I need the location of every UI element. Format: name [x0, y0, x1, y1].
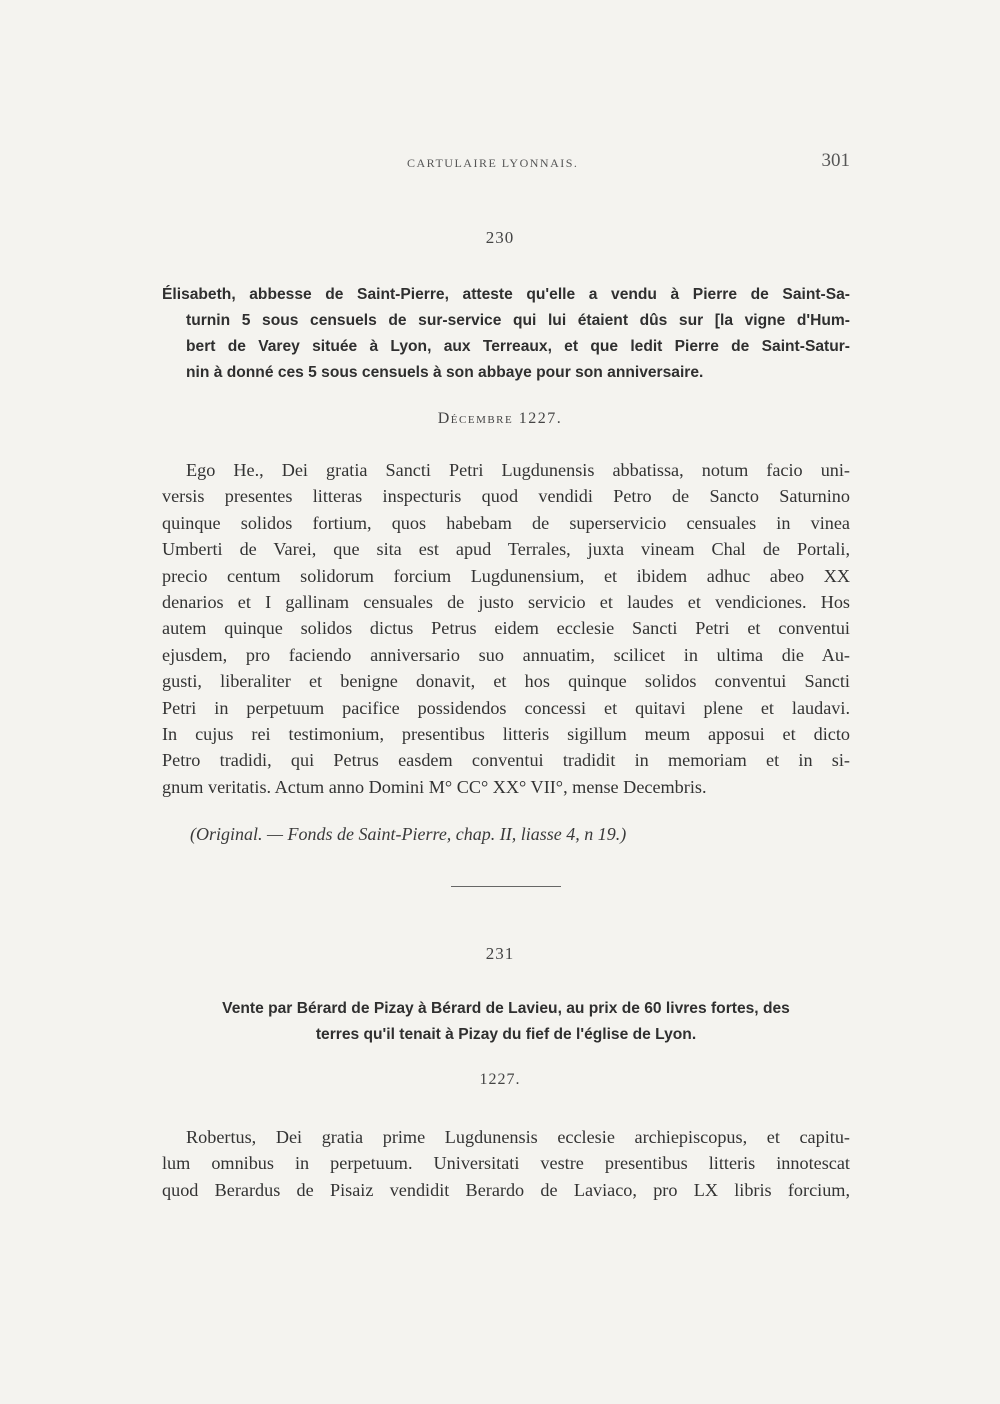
page-number: 301	[821, 150, 850, 171]
document-230-source-note: (Original. — Fonds de Saint-Pierre, chap. II, liasse 4, n 19.)	[190, 824, 627, 844]
document-231-date: 1227.	[479, 1071, 521, 1088]
text-line: gnum veritatis. Actum anno Domini M° CC° XX° VII°, mense Decembris.	[162, 776, 707, 797]
text-line: quinque solidos fortium, quos habebam de superservicio censuales in vinea	[162, 512, 850, 533]
text-line: Petro tradidi, qui Petrus easdem conventui tradidit in memoriam et in si-	[162, 750, 850, 771]
summary-line: bert de Varey située à Lyon, aux Terreaux, et que ledit Pierre de Saint-Satur-	[186, 338, 850, 355]
document-number-231: 231	[485, 944, 515, 963]
document-230-date: Décembre 1227.	[437, 410, 563, 427]
text-line: In cujus rei testimonium, presentibus litteris sigillum meum apposui et dicto	[162, 724, 850, 745]
document-231-summary	[162, 996, 850, 1048]
document-230-summary	[162, 282, 850, 386]
running-head	[160, 150, 850, 174]
text-line: Petri in perpetuum pacifice possidendos concessi et quitavi plene et laudavi.	[162, 697, 850, 718]
text-line: lum omnibus in perpetuum. Universitati vestre presentibus litteris innotescat	[162, 1153, 850, 1174]
section-separator	[451, 886, 561, 887]
text-line: ejusdem, pro faciendo anniversario suo annuatim, scilicet in ultima die Au-	[162, 644, 850, 665]
summary-line: Vente par Bérard de Pizay à Bérard de Lavieu, au prix de 60 livres fortes, des	[222, 1000, 790, 1017]
text-line: Umberti de Varei, que sita est apud Terrales, juxta vineam Chal de Portali,	[162, 539, 850, 560]
text-line: gusti, liberaliter et benigne donavit, et hos quinque solidos conventui Sancti	[162, 671, 850, 692]
text-line: Robertus, Dei gratia prime Lugdunensis ecclesie archiepiscopus, et capitu-	[186, 1127, 850, 1147]
summary-line: Élisabeth, abbesse de Saint-Pierre, atteste qu'elle a vendu à Pierre de Saint-Sa-	[162, 286, 850, 303]
summary-line: terres qu'il tenait à Pizay du fief de l'église de Lyon.	[315, 1026, 697, 1043]
text-line: denarios et I gallinam censuales de justo servicio et laudes et vendiciones. Hos	[162, 592, 850, 613]
text-line: autem quinque solidos dictus Petrus eidem ecclesie Sancti Petri et conventui	[162, 618, 850, 639]
document-231-text	[162, 1124, 850, 1203]
text-line: precio centum solidorum forcium Lugdunensium, et ibidem adhuc abeo XX	[162, 565, 850, 586]
document-number-230: 230	[485, 228, 515, 247]
document-230-text	[162, 457, 850, 800]
running-title: CARTULAIRE LYONNAIS.	[407, 156, 579, 170]
text-line: quod Berardus de Pisaiz vendidit Berardo de Laviaco, pro LX libris forcium,	[162, 1179, 850, 1200]
summary-line: nin à donné ces 5 sous censuels à son abbaye pour son anniversaire.	[186, 364, 704, 381]
summary-line: turnin 5 sous censuels de sur-service qui lui étaient dûs sur [la vigne d'Hum-	[186, 312, 850, 329]
text-line: versis presentes litteras inspecturis quod vendidi Petro de Sancto Saturnino	[162, 486, 850, 507]
text-line: Ego He., Dei gratia Sancti Petri Lugdunensis abbatissa, notum facio uni-	[186, 460, 850, 480]
